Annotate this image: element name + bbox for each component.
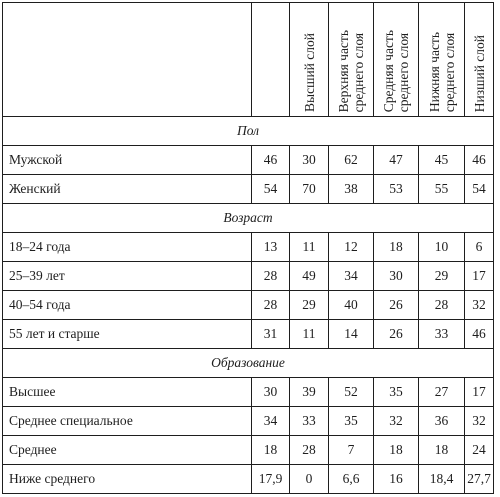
- cell-all: 54: [252, 175, 290, 204]
- cell-value: 33: [290, 407, 329, 436]
- cell-value: 46: [465, 146, 494, 175]
- cell-value: 30: [374, 262, 419, 291]
- cell-value: 17: [465, 378, 494, 407]
- cell-all: 18: [252, 436, 290, 465]
- cell-all: 28: [252, 262, 290, 291]
- cell-value: 32: [374, 407, 419, 436]
- cell-value: 27: [419, 378, 465, 407]
- row-label: Ниже среднего: [3, 465, 252, 494]
- cell-all: 46: [252, 146, 290, 175]
- cell-all: 13: [252, 233, 290, 262]
- cell-all: 34: [252, 407, 290, 436]
- cell-value: 11: [290, 233, 329, 262]
- cell-value: 35: [374, 378, 419, 407]
- row-label: 55 лет и старше: [3, 320, 252, 349]
- cell-value: 70: [290, 175, 329, 204]
- cell-value: 54: [465, 175, 494, 204]
- cell-value: 7: [329, 436, 374, 465]
- header-row: [3, 3, 494, 117]
- cell-value: 32: [465, 291, 494, 320]
- cell-value: 0: [290, 465, 329, 494]
- row-label: 40–54 года: [3, 291, 252, 320]
- cell-value: 35: [329, 407, 374, 436]
- cell-value: 16: [374, 465, 419, 494]
- cell-value: 18: [374, 436, 419, 465]
- table-row: [3, 436, 494, 465]
- cell-value: 10: [419, 233, 465, 262]
- row-label: 18–24 года: [3, 233, 252, 262]
- cell-value: 55: [419, 175, 465, 204]
- table-row: [3, 175, 494, 204]
- row-label: Высшее: [3, 378, 252, 407]
- cell-value: 32: [465, 407, 494, 436]
- row-label: Женский: [3, 175, 252, 204]
- cell-value: 47: [374, 146, 419, 175]
- cell-all: 30: [252, 378, 290, 407]
- stratification-table: [2, 2, 494, 494]
- header-corner-cell: [3, 3, 252, 117]
- cell-all: 31: [252, 320, 290, 349]
- cell-value: 28: [290, 436, 329, 465]
- cell-value: 33: [419, 320, 465, 349]
- cell-all: 17,9: [252, 465, 290, 494]
- column-header-upper-class: Высший слой: [290, 3, 329, 117]
- cell-value: 6,6: [329, 465, 374, 494]
- cell-value: 52: [329, 378, 374, 407]
- cell-value: 17: [465, 262, 494, 291]
- table-row: [3, 407, 494, 436]
- column-header-middle-middle: Средняя часть среднего слоя: [374, 3, 419, 117]
- cell-value: 34: [329, 262, 374, 291]
- column-header-lower-middle: Нижняя часть среднего слоя: [419, 3, 465, 117]
- cell-value: 29: [419, 262, 465, 291]
- table-row: [3, 262, 494, 291]
- header-all-cell: [252, 3, 290, 117]
- cell-value: 26: [374, 320, 419, 349]
- cell-value: 38: [329, 175, 374, 204]
- cell-value: 29: [290, 291, 329, 320]
- section-title-gender: Пол: [3, 117, 494, 146]
- cell-value: 40: [329, 291, 374, 320]
- row-label: Среднее специальное: [3, 407, 252, 436]
- cell-value: 26: [374, 291, 419, 320]
- table-row: [3, 233, 494, 262]
- cell-value: 53: [374, 175, 419, 204]
- cell-value: 11: [290, 320, 329, 349]
- table-row: [3, 320, 494, 349]
- cell-value: 62: [329, 146, 374, 175]
- cell-value: 28: [419, 291, 465, 320]
- column-header-lower-class: Низший слой: [465, 3, 494, 117]
- table-row: [3, 465, 494, 494]
- section-header-row: [3, 117, 494, 146]
- row-label: Мужской: [3, 146, 252, 175]
- cell-all: 28: [252, 291, 290, 320]
- cell-value: 46: [465, 320, 494, 349]
- cell-value: 14: [329, 320, 374, 349]
- table-row: [3, 291, 494, 320]
- cell-value: 30: [290, 146, 329, 175]
- cell-value: 36: [419, 407, 465, 436]
- cell-value: 27,7: [465, 465, 494, 494]
- table-row: [3, 378, 494, 407]
- row-label: 25–39 лет: [3, 262, 252, 291]
- section-header-row: [3, 204, 494, 233]
- row-label: Среднее: [3, 436, 252, 465]
- cell-value: 39: [290, 378, 329, 407]
- cell-value: 6: [465, 233, 494, 262]
- cell-value: 18: [374, 233, 419, 262]
- cell-value: 24: [465, 436, 494, 465]
- section-header-row: [3, 349, 494, 378]
- section-title-education: Образование: [3, 349, 494, 378]
- cell-value: 45: [419, 146, 465, 175]
- cell-value: 18,4: [419, 465, 465, 494]
- cell-value: 18: [419, 436, 465, 465]
- table-row: [3, 146, 494, 175]
- cell-value: 12: [329, 233, 374, 262]
- cell-value: 49: [290, 262, 329, 291]
- section-title-age: Возраст: [3, 204, 494, 233]
- column-header-upper-middle: Верхняя часть среднего слоя: [329, 3, 374, 117]
